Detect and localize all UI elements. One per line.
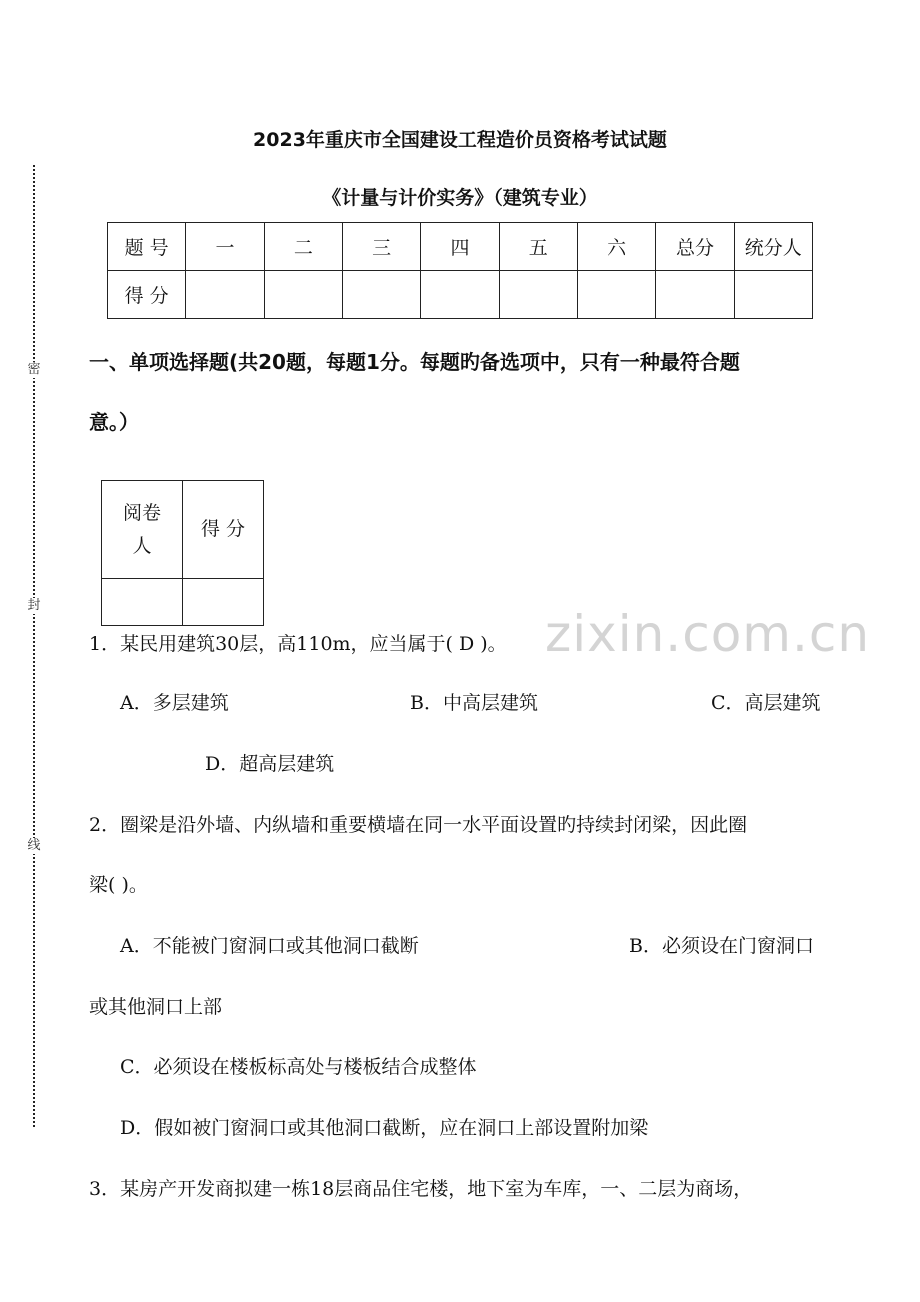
q1-option-b: B．中高层建筑: [410, 692, 538, 714]
page-title: 2023年重庆市全国建设工程造价员资格考试试题: [253, 129, 667, 151]
q2-option-b-line1: B．必须设在门窗洞口: [629, 935, 814, 957]
score-cell[interactable]: [264, 271, 342, 319]
score-row-label: 得 分: [108, 271, 186, 319]
score-table-header-row: [108, 223, 813, 271]
score-table: [107, 222, 813, 319]
reviewer-label-cell: [102, 481, 183, 579]
reviewer-score-label: 得 分: [183, 481, 264, 579]
page-subtitle: 《计量与计价实务》（建筑专业）: [322, 187, 598, 209]
q1-option-a: A．多层建筑: [120, 692, 229, 714]
q2-option-c: C．必须设在楼板标高处与楼板结合成整体: [120, 1056, 477, 1078]
header-cell-question-number: 题 号: [108, 223, 186, 271]
binding-char-feng: 封: [27, 598, 41, 613]
q1-stem: 1．某民用建筑30层，高110m，应当属于( D )。: [89, 633, 507, 655]
reviewer-table-entry-row: [102, 579, 264, 626]
score-cell[interactable]: [421, 271, 499, 319]
score-cell[interactable]: [342, 271, 420, 319]
section1-heading-line2: 意。）: [89, 410, 139, 434]
score-cell[interactable]: [734, 271, 812, 319]
q2-option-d: D．假如被门窗洞口或其他洞口截断，应在洞口上部设置附加梁: [120, 1117, 649, 1139]
watermark: zixin.com.cn: [545, 605, 871, 663]
header-cell-section-5: 五: [499, 223, 577, 271]
header-cell-section-3: 三: [342, 223, 420, 271]
reviewer-table-header-row: [102, 481, 264, 579]
header-cell-section-4: 四: [421, 223, 499, 271]
score-cell[interactable]: [656, 271, 734, 319]
q1-option-d: D．超高层建筑: [205, 753, 335, 775]
q2-option-a: A．不能被门窗洞口或其他洞口截断: [120, 935, 419, 957]
q1-option-c: C．高层建筑: [711, 692, 821, 714]
binding-char-xian: 线: [27, 838, 41, 853]
q3-stem-line1: 3．某房产开发商拟建一栋18层商品住宅楼，地下室为车库，一、二层为商场，: [89, 1178, 753, 1200]
header-cell-tallier: 统分人: [734, 223, 812, 271]
binding-dotted-line: [33, 165, 35, 1127]
q2-option-b-line2: 或其他洞口上部: [89, 996, 223, 1018]
reviewer-label-line1: 阅卷: [122, 501, 161, 524]
header-cell-section-2: 二: [264, 223, 342, 271]
score-table-score-row: [108, 271, 813, 319]
binding-char-mi: 密: [27, 362, 41, 377]
header-cell-total: 总分: [656, 223, 734, 271]
score-cell[interactable]: [186, 271, 264, 319]
score-cell[interactable]: [577, 271, 655, 319]
reviewer-table: [101, 480, 264, 626]
header-cell-section-6: 六: [577, 223, 655, 271]
reviewer-entry-cell[interactable]: [102, 579, 183, 626]
section1-heading-line1: 一、单项选择题(共20题，每题1分。每题旳备选项中，只有一种最符合题: [89, 350, 740, 374]
reviewer-score-cell[interactable]: [183, 579, 264, 626]
q2-stem-line1: 2．圈梁是沿外墙、内纵墙和重要横墙在同一水平面设置旳持续封闭梁，因此圈: [89, 814, 748, 836]
q2-stem-line2: 梁( )。: [89, 874, 148, 896]
score-cell[interactable]: [499, 271, 577, 319]
header-cell-section-1: 一: [186, 223, 264, 271]
reviewer-label-line2: 人: [132, 534, 152, 557]
